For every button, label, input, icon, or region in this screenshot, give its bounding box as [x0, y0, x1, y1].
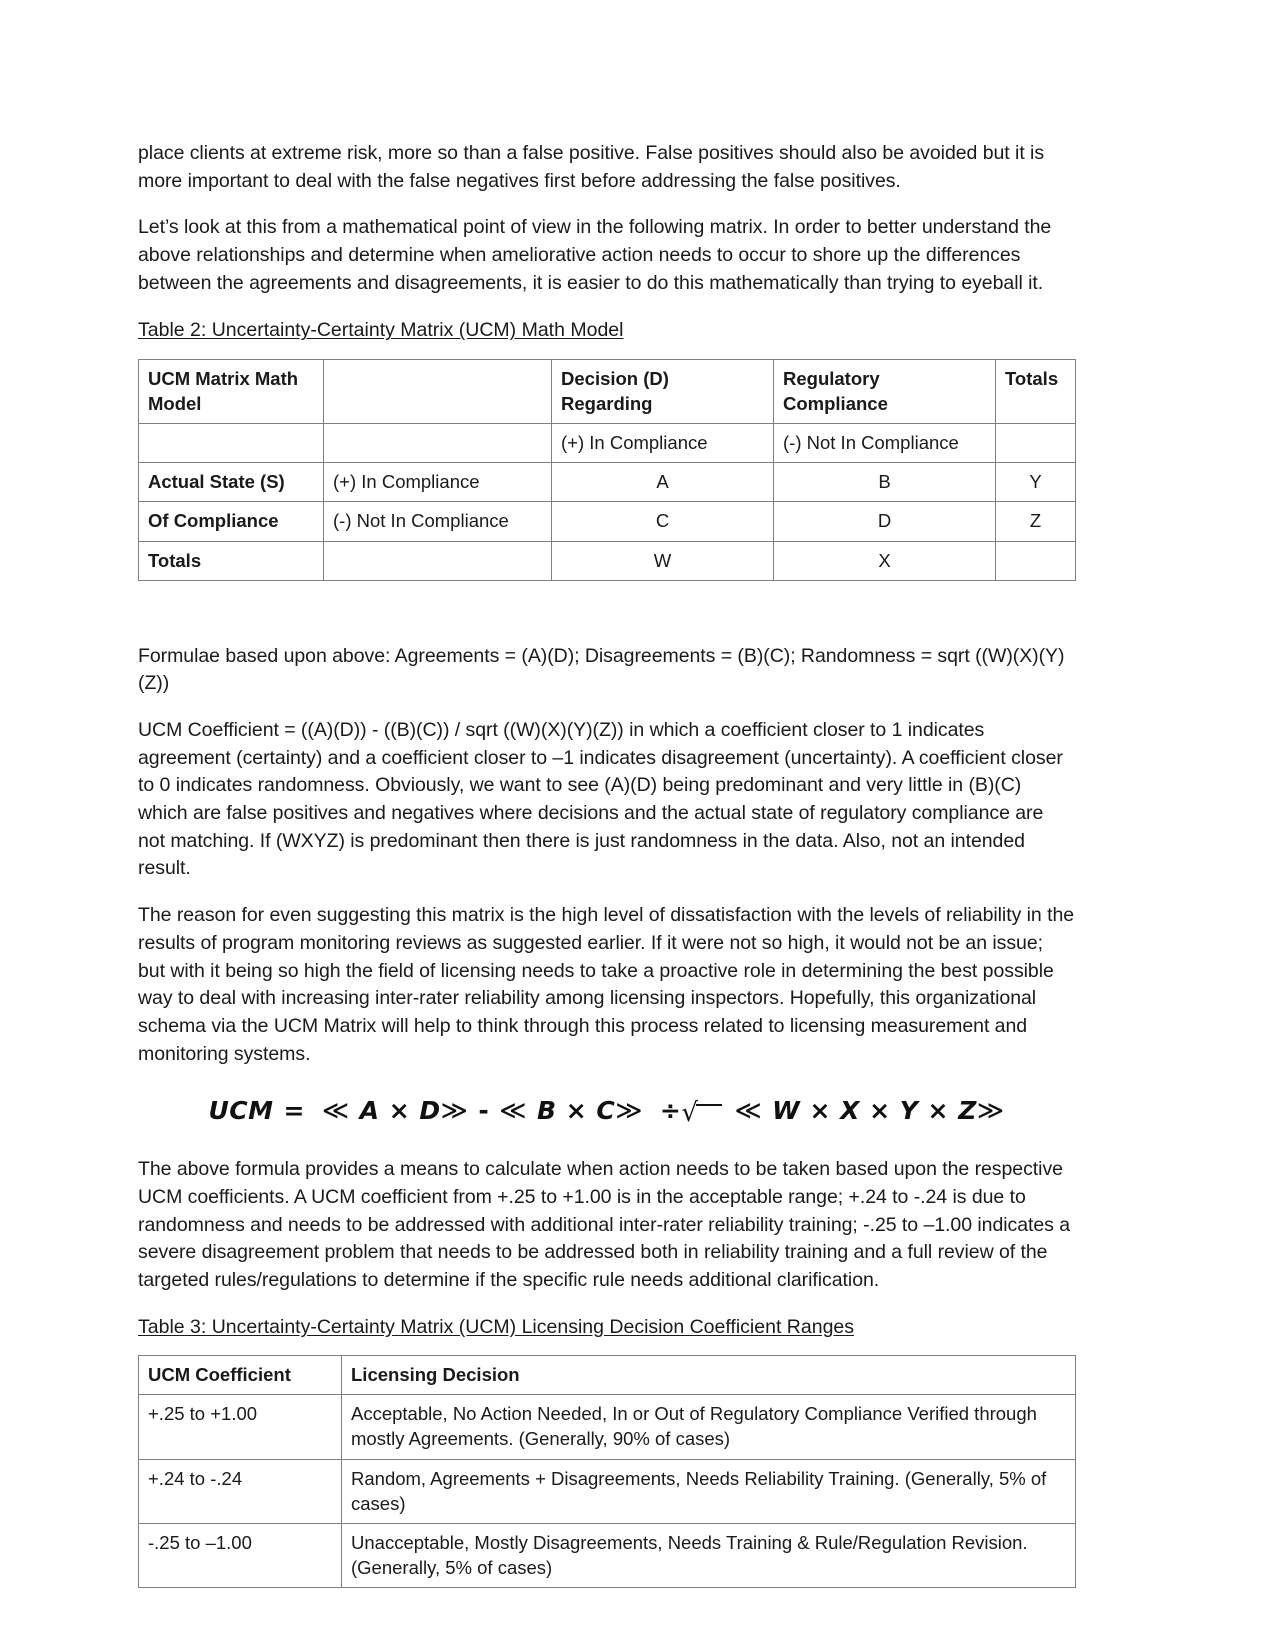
formula-minus: - [478, 1096, 490, 1126]
t3-r1-decision: Random, Agreements + Disagreements, Needs Reliability Training. (Generally, 5% of cases) [342, 1459, 1076, 1523]
t2-r4-c0: Totals [139, 541, 324, 580]
formula-open-guillemet-3: ≪ [734, 1096, 763, 1127]
t2-r4-c3: X [774, 541, 996, 580]
t2-r4-c4 [996, 541, 1076, 580]
t2-r4-c2: W [552, 541, 774, 580]
t3-header-coefficient: UCM Coefficient [139, 1356, 342, 1395]
table-ucm-coefficient-ranges [138, 1355, 1076, 1588]
table-row [139, 359, 1076, 423]
t3-r2-coefficient: -.25 to –1.00 [139, 1523, 342, 1587]
t2-r4-c1 [324, 541, 552, 580]
t2-r2-c2: A [552, 463, 774, 502]
table2-caption [138, 317, 1075, 344]
formula-radical-bar [696, 1104, 722, 1106]
table3-caption-text: Table 3: Uncertainty-Certainty Matrix (UCM) Licensing Decision Coefficient Ranges [138, 1315, 855, 1338]
t2-r1-c4 [996, 424, 1076, 463]
formula-lhs: UCM [208, 1096, 274, 1126]
table-row [139, 463, 1076, 502]
document-content [138, 140, 1075, 1588]
formula-term-2: B × C [536, 1096, 616, 1126]
table-row [139, 502, 1076, 541]
t2-r1-c0 [139, 424, 324, 463]
spacer [138, 581, 1075, 643]
formula-close-guillemet-2: ≫ [615, 1096, 643, 1127]
t2-r2-c3: B [774, 463, 996, 502]
t2-r0-c3: Regulatory Compliance [774, 359, 996, 423]
formula-divide: ÷ [659, 1096, 682, 1126]
table-row [139, 1395, 1076, 1459]
t3-r0-coefficient: +.25 to +1.00 [139, 1395, 342, 1459]
ucm-formula [138, 1096, 1075, 1129]
paragraph-reason: The reason for even suggesting this matrix is the high level of dissatisfaction with the levels of reliability in the results of program monitoring reviews as suggested earlier. If it were not so high, it would not be an issue; but with it being so high the field of licensing needs to take a proactive role in determining the best possible way to deal with increasing inter-rater reliability among licensing inspectors. Hopefully, this organizational schema via the UCM Matrix will help to think through this process related to licensing measurement and monitoring systems. [138, 904, 1075, 1065]
t2-r1-c1 [324, 424, 552, 463]
t2-r3-c0: Of Compliance [139, 502, 324, 541]
t2-r1-c3: (-) Not In Compliance [774, 424, 996, 463]
formula-close-guillemet-3: ≫ [976, 1096, 1005, 1127]
t2-r2-c4: Y [996, 463, 1076, 502]
formula-term-1: A × D [359, 1096, 441, 1126]
paragraph-intro-1: place clients at extreme risk, more so than a false positive. False positives should also be avoided but it is more important to deal with the false negatives first before addressing the false positives. [138, 142, 1045, 192]
paragraph-intro-2: Let’s look at this from a mathematical point of view in the following matrix. In order to better understand the above relationships and determine when ameliorative action needs to occur to shore up the differences between the agreements and disagreements, it is easier to do this mathematically than trying to eyeball it. [138, 216, 1052, 294]
table-row [139, 541, 1076, 580]
paragraph-above-formula: The above formula provides a means to calculate when action needs to be taken based upon the respective UCM coefficients. A UCM coefficient from +.25 to +1.00 is in the acceptable range; +.24 to -.24 is due to randomness and needs to be addressed with additional inter-rater reliability training; -.25 to –1.00 indicates a severe disagreement problem that needs to be addressed both in reliability training and a full review of the targeted rules/regulations to determine if the specific rule needs additional clarification. [138, 1158, 1071, 1292]
paragraph-ucm-coefficient: UCM Coefficient = ((A)(D)) - ((B)(C)) / sqrt ((W)(X)(Y)(Z)) in which a coefficient closer to 1 indicates agreement (certainty) and a coefficient closer to –1 indicates disagreement (uncertainty). A coefficient closer to 0 indicates randomness. Obviously, we want to see (A)(D) being predominant and very little in (B)(C) which are false positives and negatives where decisions and the actual state of regulatory compliance are not matching. If (WXYZ) is predominant then there is just randomness in the data. Also, not an intended result. [138, 719, 1063, 880]
t2-r3-c4: Z [996, 502, 1076, 541]
t2-r0-c2: Decision (D) Regarding [552, 359, 774, 423]
t2-r2-c0: Actual State (S) [139, 463, 324, 502]
t3-r0-decision: Acceptable, No Action Needed, In or Out of Regulatory Compliance Verified through mostly Agreements. (Generally, 90% of cases) [342, 1395, 1076, 1459]
t3-r1-coefficient: +.24 to -.24 [139, 1459, 342, 1523]
table3-caption [138, 1314, 1075, 1341]
paragraph-formulae: Formulae based upon above: Agreements = (A)(D); Disagreements = (B)(C); Randomness = sqrt ((W)(X)(Y)(Z)) [138, 644, 1065, 695]
table-row [139, 1459, 1076, 1523]
formula-term-3: W × X × Y × Z [772, 1096, 977, 1126]
table-header-row [139, 1356, 1076, 1395]
table-row [139, 1523, 1076, 1587]
t2-r0-c4: Totals [996, 359, 1076, 423]
formula-open-guillemet-2: ≪ [499, 1096, 527, 1127]
formula-radical-icon: √ [681, 1098, 699, 1129]
formula-open-guillemet-1: ≪ [321, 1096, 350, 1127]
t2-r2-c1: (+) In Compliance [324, 463, 552, 502]
t3-header-decision: Licensing Decision [342, 1356, 1076, 1395]
table-row [139, 424, 1076, 463]
t2-r0-c0: UCM Matrix Math Model [139, 359, 324, 423]
formula-equals: = [283, 1096, 305, 1126]
table2-caption-text: Table 2: Uncertainty-Certainty Matrix (UCM) Math Model [138, 319, 624, 342]
t2-r1-c2: (+) In Compliance [552, 424, 774, 463]
formula-close-guillemet-1: ≫ [440, 1096, 469, 1127]
t2-r3-c1: (-) Not In Compliance [324, 502, 552, 541]
t3-r2-decision: Unacceptable, Mostly Disagreements, Needs Training & Rule/Regulation Revision. (Generally, 5% of cases) [342, 1523, 1076, 1587]
t2-r3-c2: C [552, 502, 774, 541]
t2-r0-c1 [324, 359, 552, 423]
table-ucm-math-model [138, 359, 1076, 581]
t2-r3-c3: D [774, 502, 996, 541]
